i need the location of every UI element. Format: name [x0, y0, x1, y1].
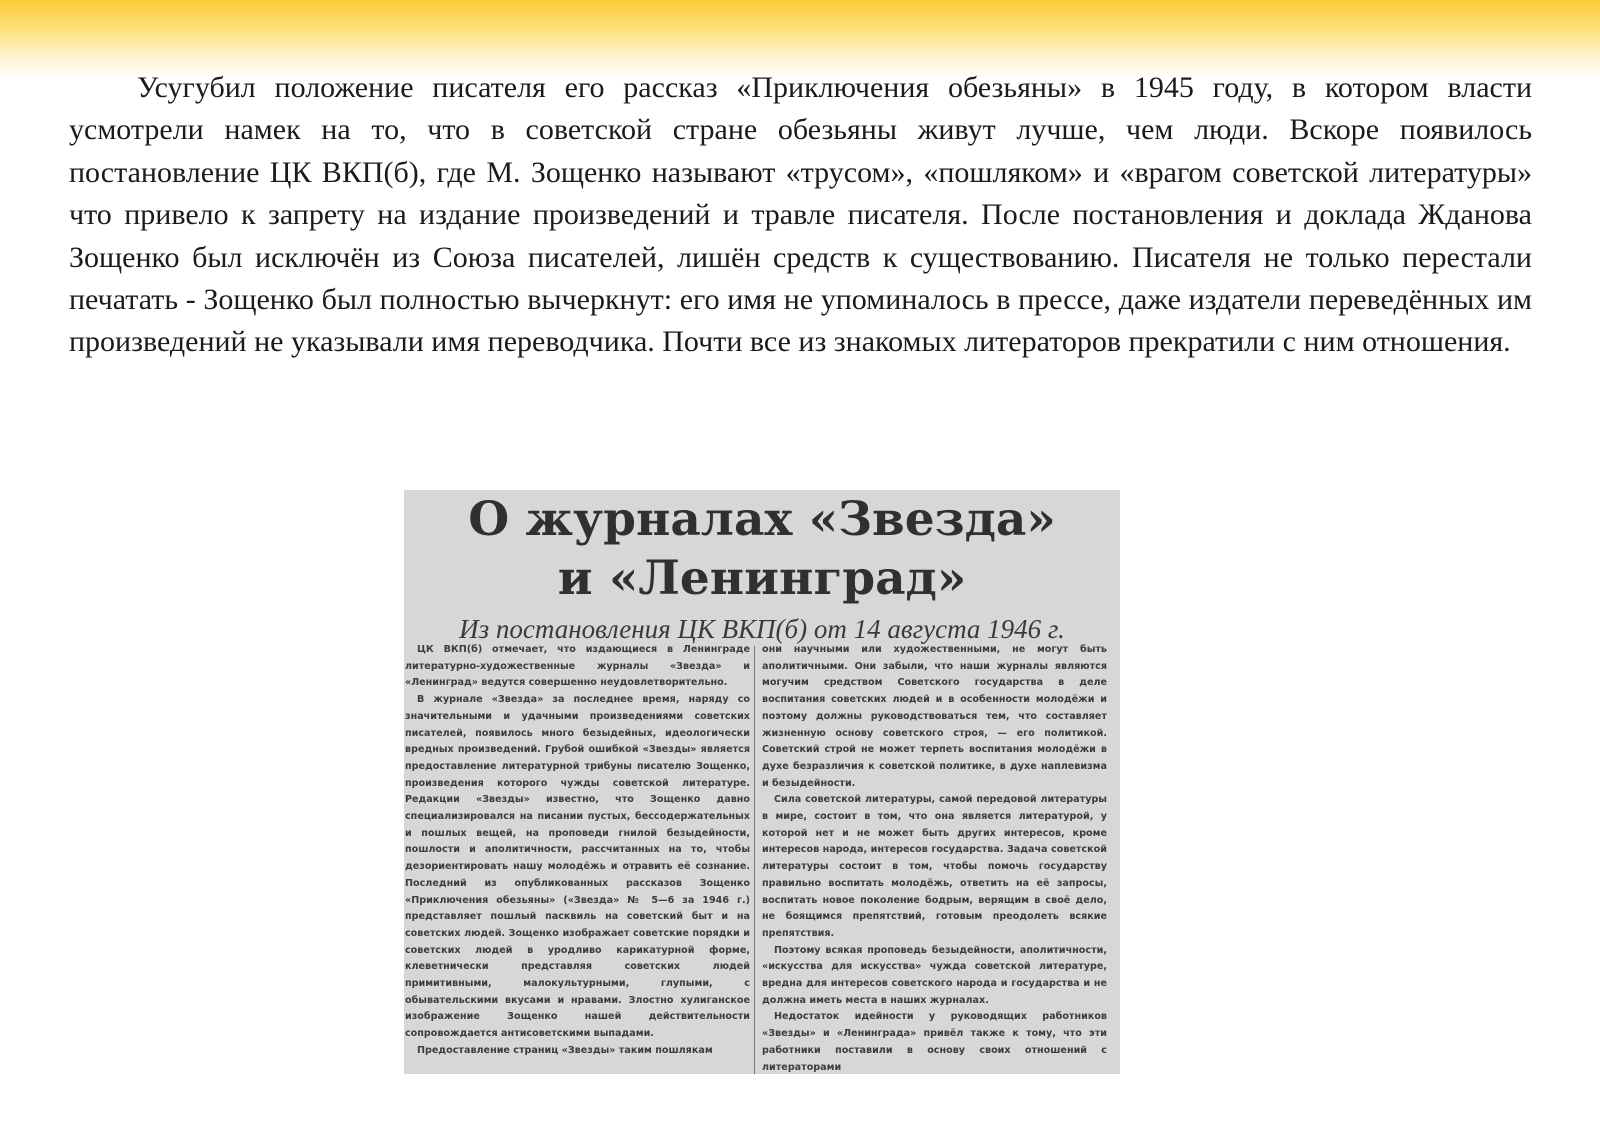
clipping-right-paragraph-1: они научными или художественными, не могут быть аполитичными. Они забыли, что наши журналы являются могучим средством Советского государства в деле воспитания советских людей и в особенности молодёжи и поэтому должны руководствоваться тем, что составляет жизненную основу советского строя, — его политикой. Советский строй не может терпеть воспитания молодёжи в духе безразличия к советской политике, в духе наплевизма и безыдейности.	[762, 644, 1107, 789]
clipping-title-line-2: и «Ленинград»	[557, 551, 967, 606]
newspaper-clipping	[404, 490, 1120, 1074]
clipping-title	[404, 490, 1120, 608]
clipping-left-paragraph-1: ЦК ВКП(б) отмечает, что издающиеся в Ленинграде литературно-художественные журналы «Звезда» и «Ленинград» ведутся совершенно неудовлетворительно.	[405, 644, 750, 689]
clipping-right-paragraph-3: Поэтому всякая проповедь безыдейности, аполитичности, «искусства для искусства» чужда советской литературе, вредна для интересов советского народа и государства и не должна иметь места в наших журналах.	[762, 944, 1107, 1006]
clipping-left-paragraph-2: В журнале «Звезда» за последнее время, наряду со значительными и удачными произведениями советских писателей, появилось много безыдейных, идеологически вредных произведений. Грубой ошибкой «Звезды» является предоставление литературной трибуны писателю Зощенко, произведения которого чужды советской литературе. Редакции «Звезды» известно, что Зощенко давно специализировался на писании пустых, бессодержательных и пошлых вещей, на проповеди гнилой безыдейности, пошлости и аполитичности, рассчитанных на то, чтобы дезориентировать нашу молодёжь и отравить её сознание. Последний из опубликованных рассказов Зощенко «Приключения обезьяны» («Звезда» № 5—6 за 1946 г.) представляет пошлый пасквиль на советский быт и на советских людей. Зощенко изображает советские порядки и советских людей в уродливо карикатурной форме, клеветнически представляя советских людей примитивными, малокультурными, глупыми, с обывательскими вкусами и нравами. Злостно хулиганское изображение Зощенко нашей действительности сопровождается антисоветскими выпадами.	[405, 694, 750, 1040]
clipping-left-paragraph-3: Предоставление страниц «Звезды» таким пошлякам	[417, 1044, 713, 1056]
clipping-right-paragraph-2: Сила советской литературы, самой передовой литературы в мире, состоит в том, что она является литературой, у которой нет и не может быть других интересов, кроме интересов народа, интересов государства. Задача советской литературы состоит в том, чтобы помочь государству правильно воспитать молодёжь, ответить на её запросы, воспитать новое поколение бодрым, верящим в своё дело, не боящимся препятствий, готовым преодолеть всякие препятствия.	[762, 794, 1107, 939]
clipping-right-column	[762, 642, 1107, 1074]
clipping-right-paragraph-4: Недостаток идейности у руководящих работников «Звезды» и «Ленинграда» привёл также к тому, что эти работники поставили в основу своих отношений с литераторами	[762, 1011, 1107, 1073]
clipping-title-line-1: О журналах «Звезда»	[468, 492, 1056, 547]
clipping-columns	[404, 642, 1120, 1074]
clipping-subtitle: Из постановления ЦК ВКП(б) от 14 августа 1946 г.	[459, 614, 1065, 644]
column-divider	[754, 646, 755, 1074]
intro-paragraph: Усугубил положение писателя его рассказ «Приключения обезьяны» в 1945 году, в котором власти усмотрели намек на то, что в советской стране обезьяны живут лучше, чем люди. Вскоре появилось постановление ЦК ВКП(б), где М. Зощенко называют «трусом», «пошляком» и «врагом советской литературы» что привело к запрету на издание произведений и травле писателя. После постановления и доклада Жданова Зощенко был исключён из Союза писателей, лишён средств к существованию. Писателя не только перестали печатать - Зощенко был полностью вычеркнут: его имя не упоминалось в прессе, даже издатели переведённых им произведений не указывали имя переводчика. Почти все из знакомых литераторов прекратили с ним отношения.	[69, 71, 1532, 359]
clipping-left-column	[405, 642, 750, 1060]
